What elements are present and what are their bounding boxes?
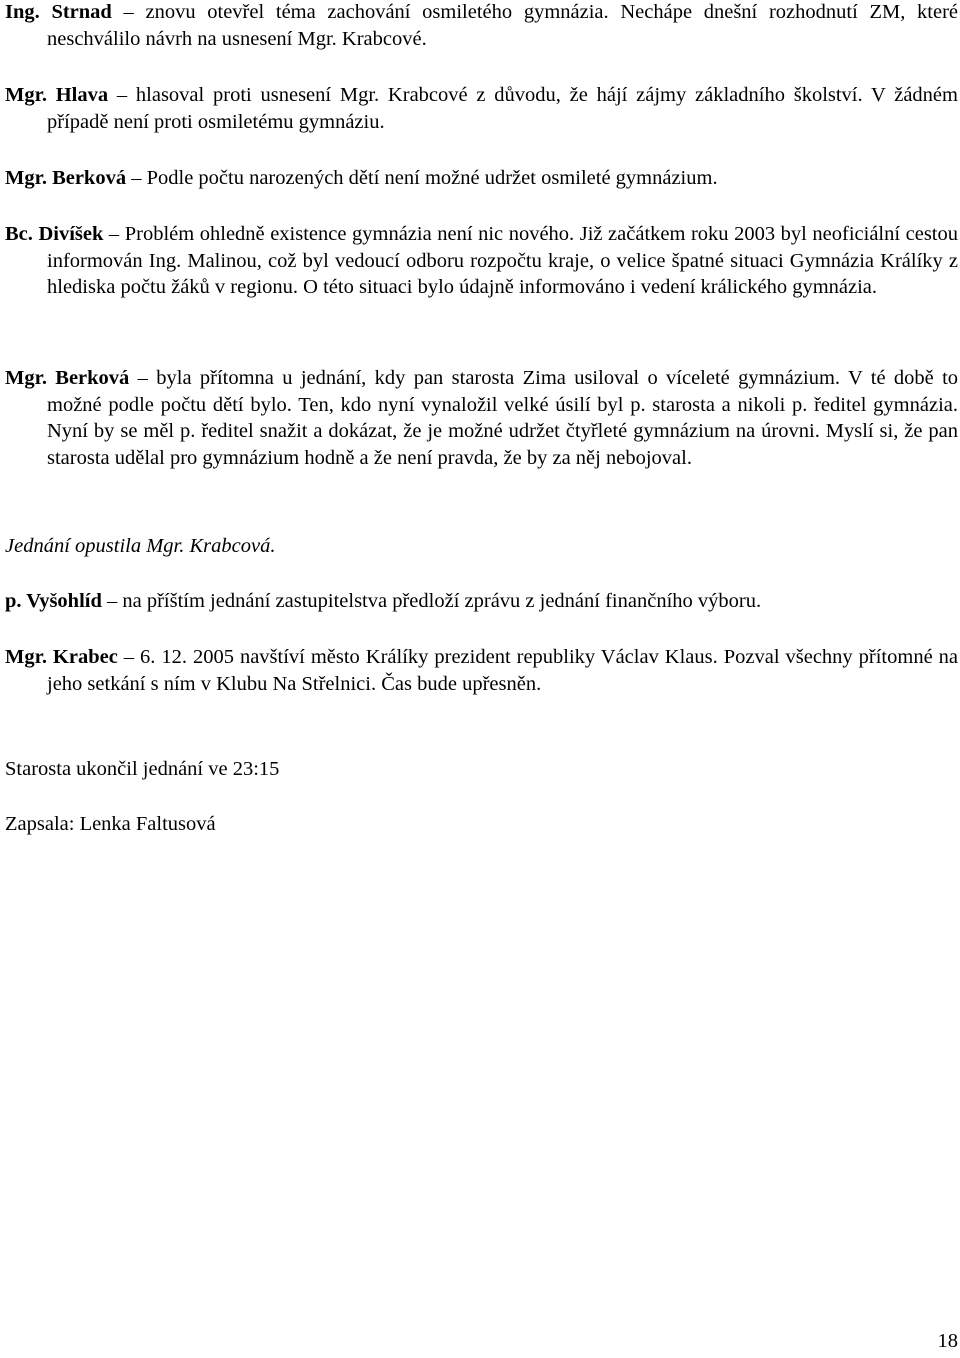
paragraph-berkova-1: Mgr. Berková – Podle počtu narozených dětí není možné udržet osmileté gymnázium. xyxy=(5,167,718,189)
page-number: 18 xyxy=(937,1330,958,1352)
departure-note: Jednání opustila Mgr. Krabcová. xyxy=(5,535,276,557)
paragraph-text: 6. 12. 2005 navštíví město Králíky prezident republiky Václav Klaus. Pozval všechny přítomné na jeho setkání s ním v Klubu Na Střelnici. Čas bude upřesněn. xyxy=(47,646,958,695)
speaker-name: Mgr. Krabec xyxy=(5,646,118,668)
paragraph-hlava: Mgr. Hlava – hlasoval proti usnesení Mgr. Krabcové z důvodu, že hájí zájmy základního školství. V žádném případě není proti osmiletému gymnáziu. xyxy=(5,84,958,133)
recorder-line: Zapsala: Lenka Faltusová xyxy=(5,813,216,835)
paragraph-text: hlasoval proti usnesení Mgr. Krabcové z důvodu, že hájí zájmy základního školství. V žádném případě není proti osmiletému gymnáziu. xyxy=(47,84,958,133)
speaker-name: p. Vyšohlíd xyxy=(5,590,102,612)
paragraph-text: znovu otevřel téma zachování osmiletého gymnázia. Nechápe dnešní rozhodnutí ZM, které neschválilo návrh na usnesení Mgr. Krabcové. xyxy=(47,1,958,50)
paragraph-text: na příštím jednání zastupitelstva předloží zprávu z jednání finančního výboru. xyxy=(122,590,762,612)
paragraph-text: Problém ohledně existence gymnázia není nic nového. Již začátkem roku 2003 byl neoficiální cestou informován Ing. Malinou, což byl vedoucí odboru rozpočtu kraje, o velice špatné situaci Gymnázia Králíky z hlediska počtu žáků v regionu. O této situaci bylo údajně informováno i vedení králického gymnázia. xyxy=(47,223,958,299)
paragraph-krabec: Mgr. Krabec – 6. 12. 2005 navštíví město Králíky prezident republiky Václav Klaus. Pozval všechny přítomné na jeho setkání s ním v Klubu Na Střelnici. Čas bude upřesněn. xyxy=(5,646,958,695)
paragraph-text: byla přítomna u jednání, kdy pan starosta Zima usiloval o víceleté gymnázium. V té době to možné podle počtu dětí bylo. Ten, kdo nyní vynaložil velké úsilí byl p. starosta a nikoli p. ředitel gymnázia. Nyní by se měl p. ředitel snažit a dokázat, že je možné udržet čtyřleté gymnázium na úrovni. Myslí si, že pan starosta udělal pro gymnázium hodně a že není pravda, že by za něj nebojoval. xyxy=(47,367,959,469)
paragraph-strnad: Ing. Strnad – znovu otevřel téma zachování osmiletého gymnázia. Nechápe dnešní rozhodnutí ZM, které neschválilo návrh na usnesení Mgr. Krabcové. xyxy=(5,1,958,50)
speaker-name: Mgr. Hlava xyxy=(5,84,109,106)
paragraph-text: Podle počtu narozených dětí není možné udržet osmileté gymnázium. xyxy=(146,167,718,189)
paragraph-berkova-2: Mgr. Berková – byla přítomna u jednání, kdy pan starosta Zima usiloval o víceleté gymnázium. V té době to možné podle počtu dětí bylo. Ten, kdo nyní vynaložil velké úsilí byl p. starosta a nikoli p. ředitel gymnázia. Nyní by se měl p. ředitel snažit a dokázat, že je možné udržet čtyřleté gymnázium na úrovni. Myslí si, že pan starosta udělal pro gymnázium hodně a že není pravda, že by za něj nebojoval. xyxy=(5,367,959,469)
speaker-name: Mgr. Berková xyxy=(5,167,127,189)
paragraph-vysohlid: p. Vyšohlíd – na příštím jednání zastupitelstva předloží zprávu z jednání finančního výboru. xyxy=(5,590,762,612)
speaker-name: Bc. Divíšek xyxy=(5,223,104,245)
speaker-name: Ing. Strnad xyxy=(5,1,112,23)
closing-line: Starosta ukončil jednání ve 23:15 xyxy=(5,758,280,780)
speaker-name: Mgr. Berková xyxy=(5,367,130,389)
paragraph-divisek: Bc. Divíšek – Problém ohledně existence gymnázia není nic nového. Již začátkem roku 2003 byl neoficiální cestou informován Ing. Malinou, což byl vedoucí odboru rozpočtu kraje, o velice špatné situaci Gymnázia Králíky z hlediska počtu žáků v regionu. O této situaci bylo údajně informováno i vedení králického gymnázia. xyxy=(5,223,958,299)
